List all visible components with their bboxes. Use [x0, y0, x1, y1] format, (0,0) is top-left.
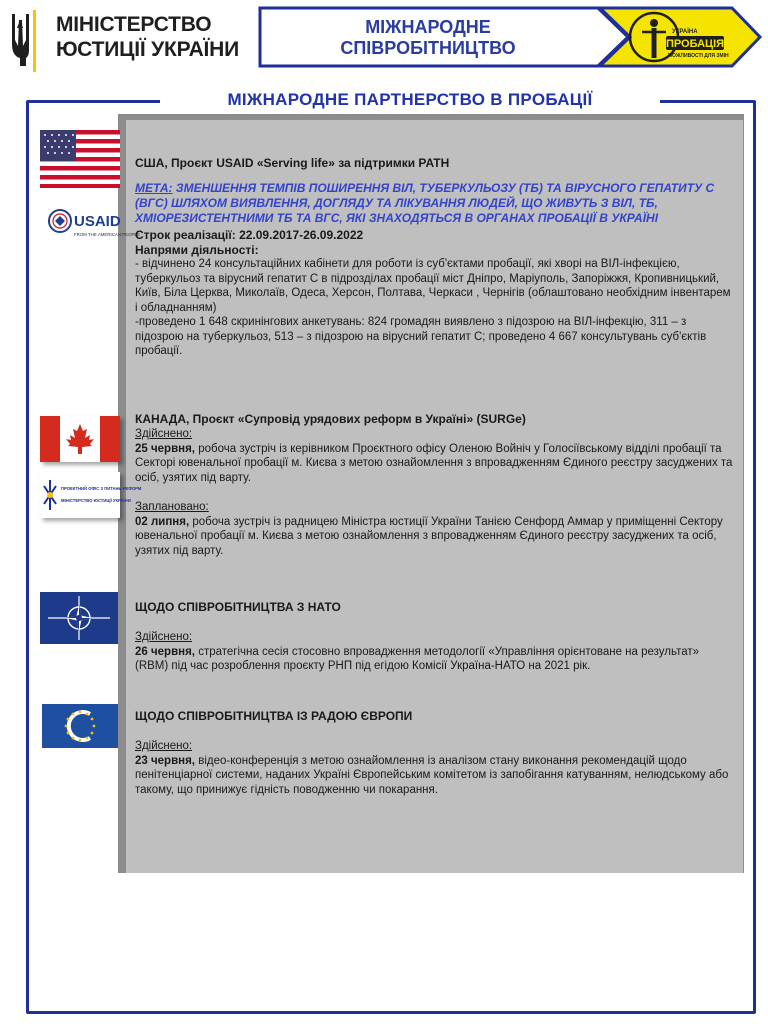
- usa-flag-icon: [40, 130, 120, 188]
- surge-logo: [40, 472, 142, 518]
- usa-goal-label: МЕТА:: [135, 181, 173, 195]
- coe-heading: ЩОДО СПІВРОБІТНИЦТВА ІЗ РАДОЮ ЄВРОПИ: [135, 709, 413, 723]
- nato-heading: ЩОДО СПІВРОБІТНИЦТВА З НАТО: [135, 600, 341, 614]
- usa-term: Строк реалізації: 22.09.2017-26.09.2022: [135, 228, 364, 242]
- header-title-line1: МІЖНАРОДНЕ: [365, 17, 491, 37]
- nato-section: [135, 600, 735, 674]
- coe-done-text: відео-конференція з метою ознайомлення із аналізом стану виконання рекомендацій щодо пенітенціарної системи, наданих Україні Європейським комітетом із запобігання катуванням, нелюдському або такому, що принижує гідність поводженню чи покарання.: [135, 754, 729, 796]
- trident-icon: [8, 10, 48, 72]
- svg-text:УКРАЇНА: УКРАЇНА: [672, 29, 698, 35]
- nato-flag-icon: [40, 592, 118, 644]
- svg-text:ПРОБАЦІЯ: ПРОБАЦІЯ: [665, 38, 725, 50]
- usa-bullet-1: - відчинено 24 консультаційних кабінети для роботи із суб'єктами пробації, які хворі на ВІЛ-інфекцією, туберкульоз та вірусний гепатит С в підрозділах пробації міст Дніпро, Маріуполь, Запоріжжя, Кропивницький, Київ, Біла Церква, Миколаїв, Одеса, Херсон, Полтава, Черкаси , Чернігів (облаштовано необхідним інвентарем і обладнанням): [135, 258, 731, 314]
- usa-goal-text: ЗМЕНШЕННЯ ТЕМПІВ ПОШИРЕННЯ ВІЛ, ТУБЕРКУЛЬОЗУ (ТБ) ТА ВІРУСНОГО ГЕПАТИТУ С (ВГС) ШЛЯХОМ ВИЯВЛЕННЯ, ДОГЛЯДУ ТА ЛІКУВАННЯ ЛЮДЕЙ, ЩО ЖИВУТЬ З ВІЛ, ТБ, ХМІОРЕЗИСТЕНТНИМИ ТБ ТА ВГС, ЯКІ ЗНАХОДЯТЬСЯ В ОРГАНАХ ПРОБАЦІЇ В УКРАЇНІ: [135, 181, 715, 225]
- svg-text:МОЖЛИВОСТІ ДЛЯ ЗМІН: МОЖЛИВОСТІ ДЛЯ ЗМІН: [668, 53, 729, 59]
- nato-done-date: 26 червня,: [135, 645, 196, 658]
- canada-planned-text: робоча зустріч із радницею Міністра юстиції України Танією Сенфорд Аммар у приміщенні Сектору ювенальної пробації м. Києва з метою ознайомлення з впровадженням Єдиного реєстру засуджених та осіб, узятих під варту.: [135, 515, 723, 557]
- usa-bullet-2: -проведено 1 648 скринінгових анкетувань: 824 громадян виявлено з підозрою на ВІЛ-інфекцію, 311 – з підозрою на туберкульоз, 513 – з підозрою на вірусний гепатит С; проведено 4 667 консультувань суб'єктів пробації.: [135, 316, 707, 357]
- frame-title: МІЖНАРОДНЕ ПАРТНЕРСТВО В ПРОБАЦІЇ: [160, 87, 660, 113]
- header-title: [258, 17, 598, 59]
- nato-done-text: стратегічна сесія стосовно впровадження методології «Управління орієнтоване на результат» (RBM) під час розроблення проєкту РНП під егідою Комісії Україна-НАТО на 2021 рік.: [135, 645, 700, 672]
- ministry-name-line2: ЮСТИЦІЇ УКРАЇНИ: [56, 38, 240, 61]
- canada-flag-icon: [40, 416, 120, 462]
- nato-done-label: Здійснено:: [135, 631, 193, 643]
- usa-heading: США, Проєкт USAID «Serving life» за підтримки PATH: [135, 156, 450, 170]
- canada-done-date: 25 червня,: [135, 442, 196, 455]
- canada-section: [135, 412, 735, 558]
- svg-text:ПРОЕКТНИЙ ОФІС З ПИТАНЬ РЕФОРМ: ПРОЕКТНИЙ ОФІС З ПИТАНЬ РЕФОРМ: [61, 486, 142, 491]
- usa-goal: [135, 181, 735, 226]
- nato-done-entry: [135, 645, 735, 674]
- svg-text:FROM THE AMERICAN PEOPLE: FROM THE AMERICAN PEOPLE: [74, 232, 140, 237]
- canada-planned-label: Заплановано:: [135, 501, 209, 513]
- usaid-logo: [48, 204, 140, 242]
- svg-text:МІНІСТЕРСТВО ЮСТИЦІЇ УКРАЇНИ: МІНІСТЕРСТВО ЮСТИЦІЇ УКРАЇНИ: [61, 498, 131, 503]
- canada-done-entry: [135, 442, 735, 486]
- canada-done-label: Здійснено:: [135, 428, 193, 440]
- coe-section: [135, 709, 735, 797]
- header-banner: [258, 6, 762, 68]
- council-of-europe-icon: [42, 704, 118, 748]
- canada-planned-date: 02 липня,: [135, 515, 190, 528]
- canada-heading: КАНАДА, Проєкт «Супровід урядових реформ в Україні» (SURGe): [135, 412, 526, 426]
- usa-section: [135, 156, 735, 359]
- usa-directions-label: Напрями діяльності:: [135, 242, 259, 257]
- canada-planned-entry: [135, 515, 735, 559]
- ministry-name-line1: МІНІСТЕРСТВО: [56, 13, 212, 36]
- coe-done-label: Здійснено:: [135, 740, 193, 752]
- coe-done-date: 23 червня,: [135, 754, 196, 767]
- ministry-logo: [8, 10, 248, 70]
- canada-done-text: робоча зустріч із керівником Проєктного офісу Оленою Войніч у Голосіївському відділі пробації та Секторі ювенальної пробації м. Києва з метою ознайомлення з впровадженням Єдиного реєстру засуджених та осіб, узятих під варту.: [135, 442, 733, 484]
- coe-done-entry: [135, 754, 735, 798]
- header-title-line2: СПІВРОБІТНИЦТВО: [340, 38, 516, 58]
- svg-text:USAID: USAID: [74, 213, 121, 230]
